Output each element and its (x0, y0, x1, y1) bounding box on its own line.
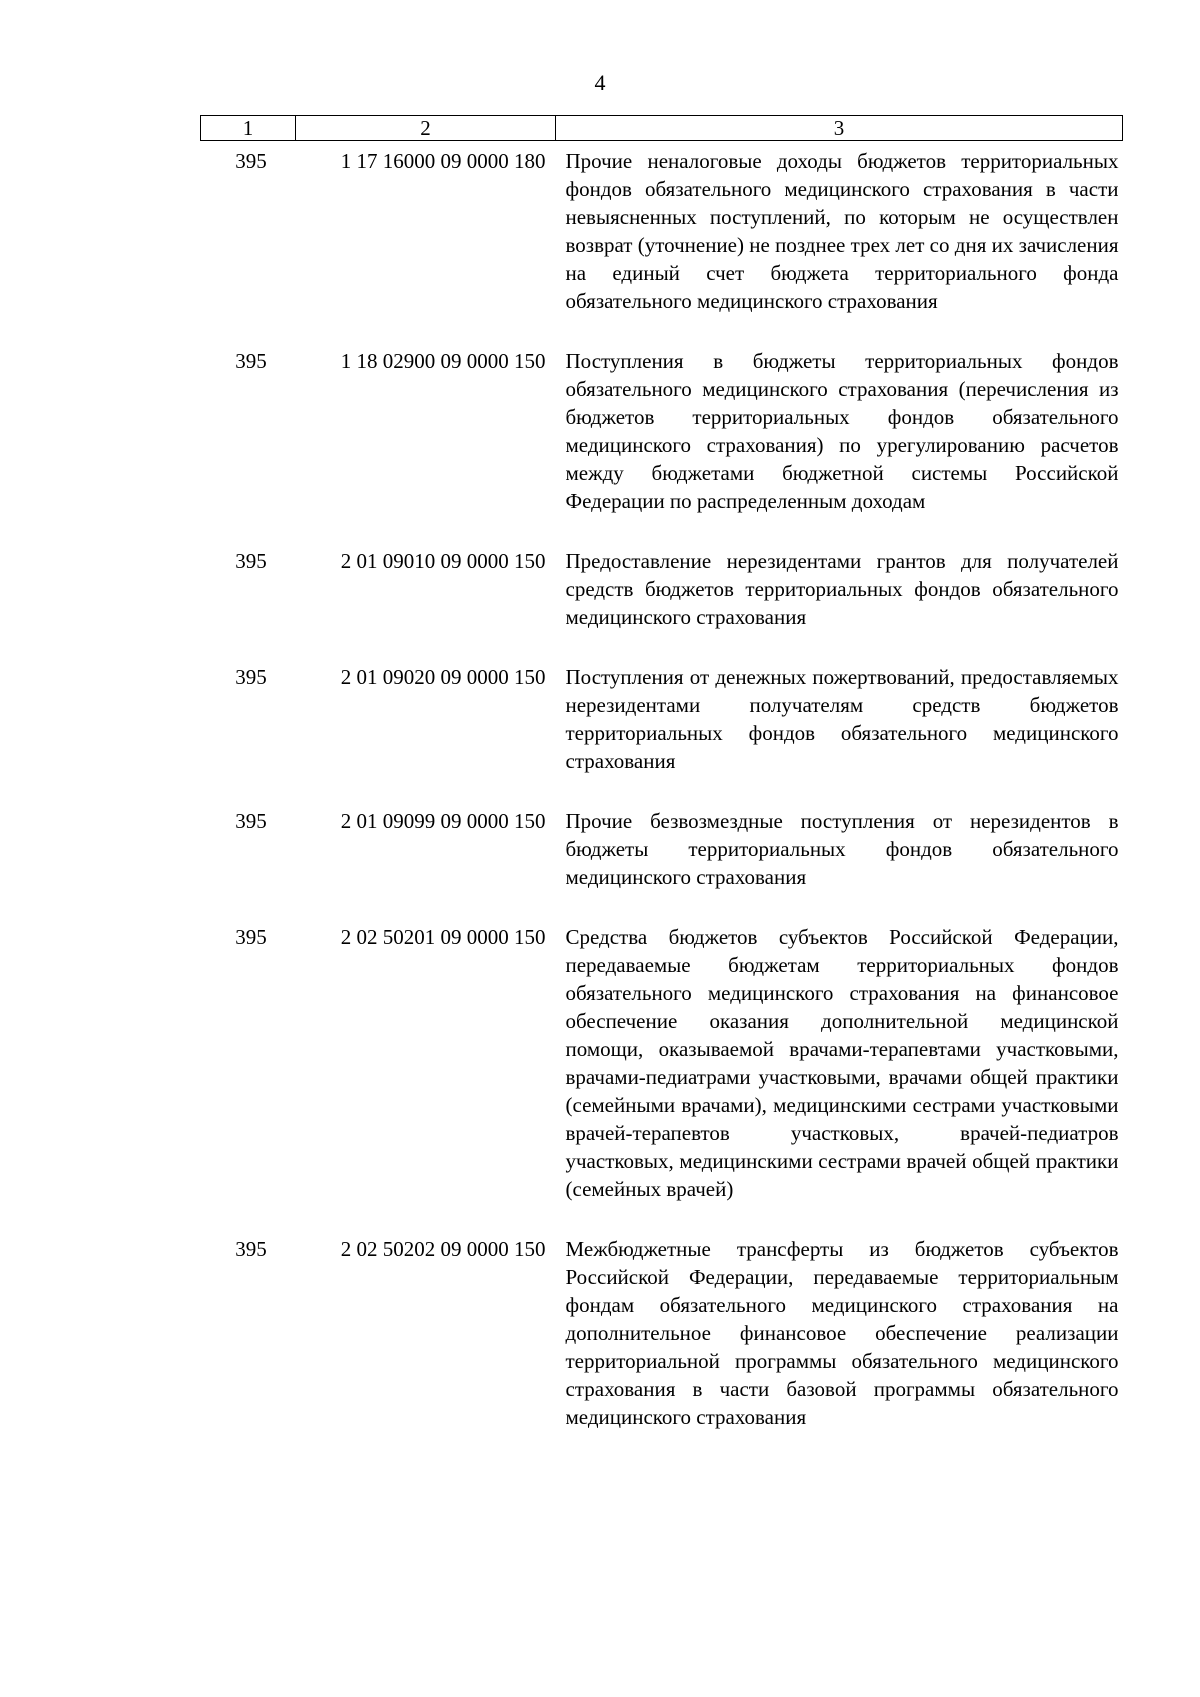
admin-code-cell: 395 (235, 809, 267, 833)
description-cell: Поступления от денежных пожертвований, предоставляемых нерезидентами получателям средств бюджетов территориальных фондов обязательного медицинского страхования (565, 665, 1119, 773)
column-header-3: 3 (556, 116, 1123, 141)
table-row (201, 543, 1123, 659)
budget-codes-table (200, 115, 1123, 1459)
admin-code-cell: 395 (235, 1237, 267, 1261)
admin-code-cell: 395 (235, 149, 267, 173)
revenue-code-cell: 1 18 02900 09 0000 150 (340, 349, 546, 373)
admin-code-cell: 395 (235, 925, 267, 949)
admin-code-cell: 395 (235, 349, 267, 373)
revenue-code-cell: 2 01 09020 09 0000 150 (340, 665, 546, 689)
admin-code-cell: 395 (235, 665, 267, 689)
page-number: 4 (594, 70, 606, 95)
revenue-code-cell: 2 02 50202 09 0000 150 (340, 1237, 546, 1261)
description-cell: Прочие безвозмездные поступления от нерезидентов в бюджеты территориальных фондов обязательного медицинского страхования (565, 809, 1119, 889)
description-cell: Межбюджетные трансферты из бюджетов субъектов Российской Федерации, передаваемые территориальным фондам обязательного медицинского страхования на дополнительное финансовое обеспечение реализации территориальной программы обязательного медицинского страхования в части базовой программы обязательного медицинского страхования (565, 1237, 1119, 1429)
description-cell: Предоставление нерезидентами грантов для получателей средств бюджетов территориальных фондов обязательного медицинского страхования (565, 549, 1119, 629)
table-row (201, 1231, 1123, 1459)
table-header (201, 116, 1123, 141)
column-header-1: 1 (201, 116, 296, 141)
revenue-code-cell: 2 01 09010 09 0000 150 (340, 549, 546, 573)
admin-code-cell: 395 (235, 549, 267, 573)
table-row (201, 803, 1123, 919)
column-header-2: 2 (296, 116, 556, 141)
revenue-code-cell: 1 17 16000 09 0000 180 (340, 149, 546, 173)
table-row (201, 919, 1123, 1231)
description-cell: Средства бюджетов субъектов Российской Федерации, передаваемые бюджетам территориальных фондов обязательного медицинского страхования на финансовое обеспечение оказания дополнительной медицинской помощи, оказываемой врачами-терапевтами участковыми, врачами-педиатрами участковыми, врачами общей практики (семейными врачами), медицинскими сестрами участковыми врачей-терапевтов участковых, врачей-педиатров участковых, медицинскими сестрами врачей общей практики (семейных врачей) (565, 925, 1119, 1201)
revenue-code-cell: 2 02 50201 09 0000 150 (340, 925, 546, 949)
description-cell: Прочие неналоговые доходы бюджетов территориальных фондов обязательного медицинского страхования в части невыясненных поступлений, по которым не осуществлен возврат (уточнение) не позднее трех лет со дня их зачисления на единый счет бюджета территориального фонда обязательного медицинского страхования (565, 149, 1119, 313)
table-row (201, 343, 1123, 543)
description-cell: Поступления в бюджеты территориальных фондов обязательного медицинского страхования (перечисления из бюджетов территориальных фондов обязательного медицинского страхования) по урегулированию расчетов между бюджетами бюджетной системы Российской Федерации по распределенным доходам (565, 349, 1119, 513)
table-row (201, 141, 1123, 344)
table-row (201, 659, 1123, 803)
revenue-code-cell: 2 01 09099 09 0000 150 (340, 809, 546, 833)
